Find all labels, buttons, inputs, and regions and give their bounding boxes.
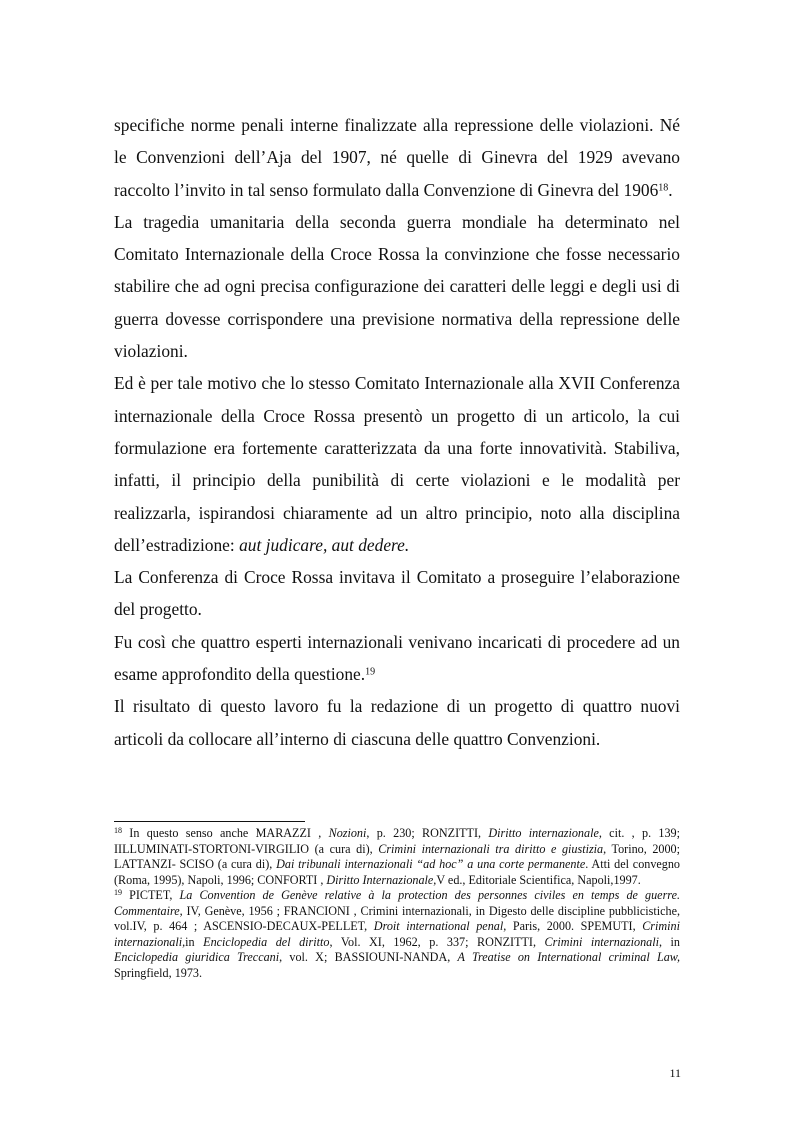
footnote xyxy=(114,888,680,981)
text-run: , p. 230; RONZITTI, xyxy=(366,826,489,840)
text-run: . Atti del convegno (Roma, 1995), Napoli, 1996; CONFORTI , xyxy=(114,857,680,887)
text-run: specifiche norme penali interne finalizzate alla repressione delle violazioni. Né le Convenzioni dell’Aja del 1907, né quelle di Ginevra del 1929 avevano raccolto l’invito in tal senso formulato dalla Convenzione di Ginevra del 1906 xyxy=(114,115,680,200)
paragraph xyxy=(114,690,680,755)
text-run: La Conferenza di Croce Rossa invitava il Comitato a proseguire l’elaborazione del progetto. xyxy=(114,567,680,620)
text-run: Springfield, 1973. xyxy=(114,965,203,980)
italic-text: Enciclopedia giuridica Treccani xyxy=(114,950,280,964)
page-number: 11 xyxy=(669,1066,681,1080)
italic-text: Droit international penal xyxy=(373,919,504,933)
text-run: , cit. , p. 139; IILLUMINATI-STORTONI-VIRGILIO (a cura di), xyxy=(114,826,680,856)
text-run: Fu così che quattro esperti internazionali venivano incaricati di procedere ad un esame approfondito della questione. xyxy=(114,631,680,685)
italic-text: Crimini internazionali, xyxy=(114,919,680,949)
italic-text: Diritto internazionale xyxy=(488,826,599,840)
text-run: PICTET, xyxy=(122,888,180,902)
footnote-ref: 18 xyxy=(658,182,669,194)
italic-text: Crimini internazionali tra diritto e giustizia xyxy=(378,841,604,856)
text-run: , vol. X; BASSIOUNI-NANDA, xyxy=(279,950,458,964)
italic-text: Crimini internazionali xyxy=(544,934,659,949)
text-run: La tragedia umanitaria della seconda guerra mondiale ha determinato nel Comitato Internazionale della Croce Rossa la convinzione che fosse necessario stabilire che ad ogni precisa configurazione dei caratteri delle leggi e degli usi di guerra dovesse corrispondere una previsione normativa della repressione delle violazioni. xyxy=(114,211,680,362)
paragraph xyxy=(114,109,680,206)
text-run: In questo senso anche MARAZZI , xyxy=(122,826,329,840)
footnote-ref: 18 xyxy=(114,826,122,835)
footnotes xyxy=(114,826,680,981)
text-run: , Torino, 2000; LATTANZI- SCISO (a cura di), xyxy=(114,841,680,871)
body-text xyxy=(114,109,680,755)
paragraph xyxy=(114,626,680,691)
italic-text: Diritto Internazionale, xyxy=(326,872,437,887)
footnote-ref: 19 xyxy=(114,888,122,897)
italic-text: Dai tribunali internazionali “ad hoc” a una corte permanente xyxy=(276,857,586,871)
italic-text: Enciclopedia del diritto xyxy=(203,934,330,949)
text-run: in xyxy=(185,934,204,949)
paragraph xyxy=(114,367,680,561)
text-run: V ed., Editoriale Scientifica, Napoli,1997. xyxy=(436,872,641,887)
text-run: Il risultato di questo lavoro fu la redazione di un progetto di quattro nuovi articoli da collocare all’interno di ciascuna delle quattro Convenzioni. xyxy=(114,696,680,749)
footnote-ref: 19 xyxy=(365,666,376,678)
text-run: , Paris, 2000. SPEMUTI, xyxy=(503,919,643,933)
text-run: , Vol. XI, 1962, p. 337; RONZITTI, xyxy=(329,934,545,949)
text-run: IV, Genève, 1956 ; FRANCIONI , Crimini internazionali, in Digesto delle discipline pubblicistiche, vol.IV, p. 464 ; ASCENSIO-DECAUX-PELLET, xyxy=(114,903,680,933)
paragraph xyxy=(114,561,680,626)
italic-text: Nozioni xyxy=(328,826,367,840)
italic-text: aut judicare, aut dedere. xyxy=(239,534,410,555)
italic-text: A Treatise on International criminal Law, xyxy=(457,950,681,964)
text-run: . xyxy=(668,179,673,200)
footnote-separator xyxy=(114,821,305,822)
paragraph xyxy=(114,206,680,367)
footnote xyxy=(114,826,680,888)
text-run: Ed è per tale motivo che lo stesso Comitato Internazionale alla XVII Conferenza internazionale della Croce Rossa presentò un progetto di un articolo, la cui formulazione era fortemente caratterizzata da una forte innovatività. Stabiliva, infatti, il principio della punibilità di certe violazioni e le modalità per realizzarla, ispirandosi chiaramente ad un altro principio, noto alla disciplina dell’estradizione: xyxy=(114,373,680,555)
italic-text: La Convention de Genève relative à la protection des personnes civiles en temps de guerre. Commentaire, xyxy=(114,888,680,918)
text-run: , in xyxy=(658,934,680,949)
